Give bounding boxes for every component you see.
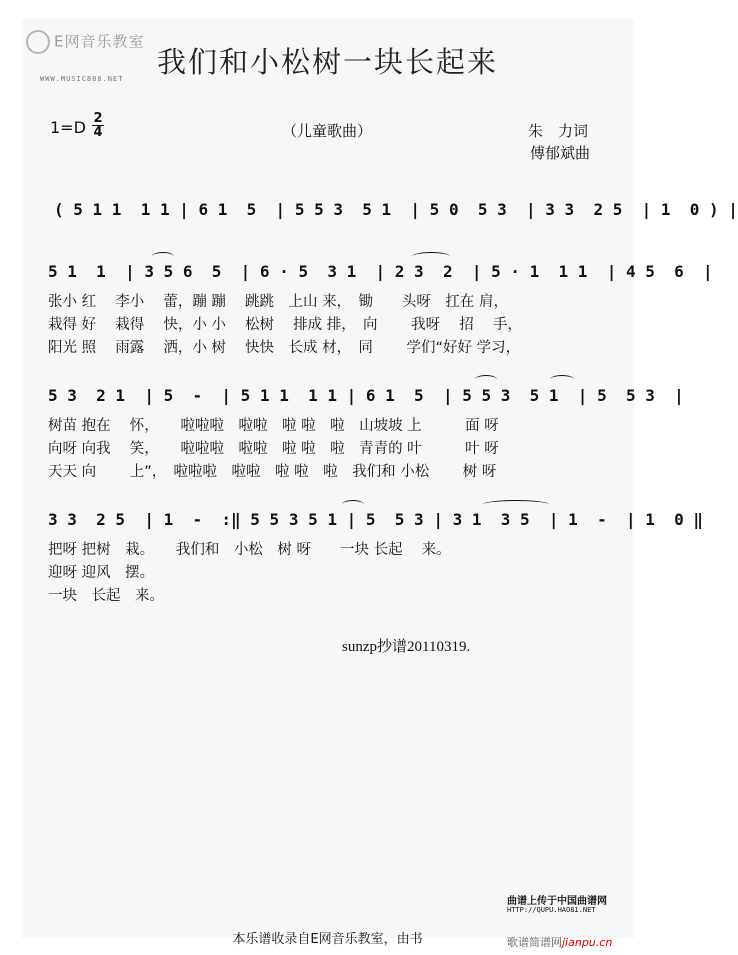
meter-top: 2 bbox=[93, 111, 103, 126]
notation-line-3: 3 3 2 5 | 1 - :‖ 5 5 3 5 1 | 5 5 3 | 3 1 3 5 | 1 - | 1 0 ‖ bbox=[48, 510, 704, 529]
lyric-line-1-verse-1: 张小 红 李小 蕾，蹦 蹦 跳跳 上山 来， 锄 头呀 扛在 肩， bbox=[48, 294, 509, 310]
lyric-line-2-verse-2: 向呀 向我 笑， 啦啦啦 啦啦 啦 啦 啦 青青的 叶 叶 呀 bbox=[48, 441, 499, 457]
slur-mark bbox=[412, 252, 450, 261]
notation-intro: ( 5 1 1 1 1 | 6 1 5 | 5 5 3 5 1 | 5 0 5 3 | 3 3 2 5 | 1 0 ) | bbox=[54, 200, 738, 219]
jianpu-site-domain: jianpu.cn bbox=[562, 936, 613, 949]
time-signature bbox=[92, 112, 104, 139]
watermark-url: WWW.MUSIC888.NET bbox=[40, 75, 124, 83]
slur-mark bbox=[342, 500, 364, 509]
lyric-line-1-verse-3: 阳光 照 雨露 洒，小 树 快快 长成 材， 同 学们“好好 学习， bbox=[48, 340, 521, 356]
lyric-line-1-verse-2: 栽得 好 栽得 快，小 小 松树 排成 排， 向 我呀 招 手， bbox=[48, 317, 522, 333]
notation-line-1: 5 1 1 | 3 5 6 5 | 6 · 5 3 1 | 2 3 2 | 5 · 1 1 1 | 4 5 6 | bbox=[48, 262, 713, 281]
upload-site-url[interactable]: HTTP://QUPU.HAO81.NET bbox=[507, 906, 596, 914]
genre-label: （儿童歌曲） bbox=[282, 122, 373, 140]
lyricist-credit: 朱 力词 bbox=[528, 122, 589, 140]
composer-credit: 傅郁斌曲 bbox=[530, 144, 591, 162]
slur-mark bbox=[152, 252, 174, 261]
upload-site-label: 曲谱上传于中国曲谱网 bbox=[507, 896, 607, 907]
tie-mark bbox=[483, 500, 549, 509]
lyric-line-3-verse-2: 迎呀 迎风 摆。 bbox=[48, 565, 155, 581]
notation-line-2: 5 3 2 1 | 5 - | 5 1 1 1 1 | 6 1 5 | 5 5 3 5 1 | 5 5 3 | bbox=[48, 386, 684, 405]
footer-note: 本乐谱收录自E网音乐教室，由书 bbox=[232, 932, 423, 947]
jianpu-site-badge[interactable] bbox=[507, 934, 612, 950]
lyric-line-3-verse-1: 把呀 把树 栽。 我们和 小松 树 呀 一块 长起 来。 bbox=[48, 542, 451, 558]
slur-mark bbox=[550, 375, 574, 384]
watermark-text: E网音乐教室 bbox=[54, 32, 145, 51]
jianpu-site-prefix: 歌谱简谱网 bbox=[507, 936, 562, 949]
key-signature: 1=D bbox=[50, 118, 86, 137]
lyric-line-2-verse-1: 树苗 抱在 怀， 啦啦啦 啦啦 啦 啦 啦 山坡坡 上 面 呀 bbox=[48, 418, 499, 434]
slur-mark bbox=[475, 375, 497, 384]
meter-bottom: 4 bbox=[93, 125, 103, 140]
lyric-line-2-verse-3: 天天 向 上”， 啦啦啦 啦啦 啦 啦 啦 我们和 小松 树 呀 bbox=[48, 464, 497, 480]
transcriber-signature: sunzp抄谱20110319. bbox=[342, 639, 471, 655]
lyric-line-3-verse-3: 一块 长起 来。 bbox=[48, 588, 164, 604]
song-title: 我们和小松树一块长起来 bbox=[156, 45, 498, 79]
